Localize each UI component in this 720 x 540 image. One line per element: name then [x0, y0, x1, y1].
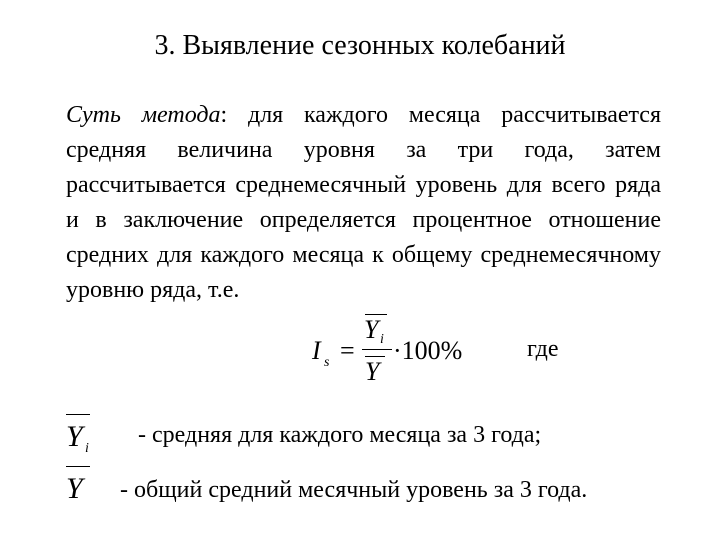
formula-denominator: Y — [365, 357, 380, 386]
formula-numerator-subscript: i — [380, 332, 384, 347]
legend-symbol-subscript: i — [85, 441, 89, 456]
legend-symbol-letter: Y — [66, 472, 83, 505]
formula-lhs-subscript: s — [324, 355, 330, 370]
method-description — [66, 98, 661, 308]
formula-multiplier: ·100% — [393, 336, 463, 365]
legend-symbol-overall-mean — [64, 462, 104, 522]
formula-numerator: Y — [364, 315, 379, 344]
legend-symbol-letter: Y — [66, 420, 83, 453]
legend-symbol-overline — [66, 466, 90, 467]
method-colon: : — [220, 102, 228, 128]
method-text: для каждого месяца рассчитывается средняя величина уровня за три года, затем рассчитывается среднемесячный уровень для всего ряда и в заключение определяется процентное отношение средних для каждого месяца к общему среднемесячному уровню ряда, т.е. — [66, 102, 661, 303]
seasonality-formula — [308, 308, 478, 388]
method-label: Суть метода — [66, 102, 221, 128]
formula-lhs: I — [312, 336, 321, 365]
legend-text-monthly-mean: - средняя для каждого месяца за 3 года; — [138, 422, 542, 448]
fraction-bar — [362, 349, 392, 350]
formula-where-label: где — [527, 336, 559, 362]
legend-symbol-monthly-mean — [64, 410, 104, 470]
legend-text-overall-mean: - общий средний месячный уровень за 3 года. — [120, 477, 588, 503]
formula-equals: = — [340, 336, 355, 365]
legend-symbol-overline — [66, 414, 90, 415]
slide-title: 3. Выявление сезонных колебаний — [154, 30, 566, 61]
